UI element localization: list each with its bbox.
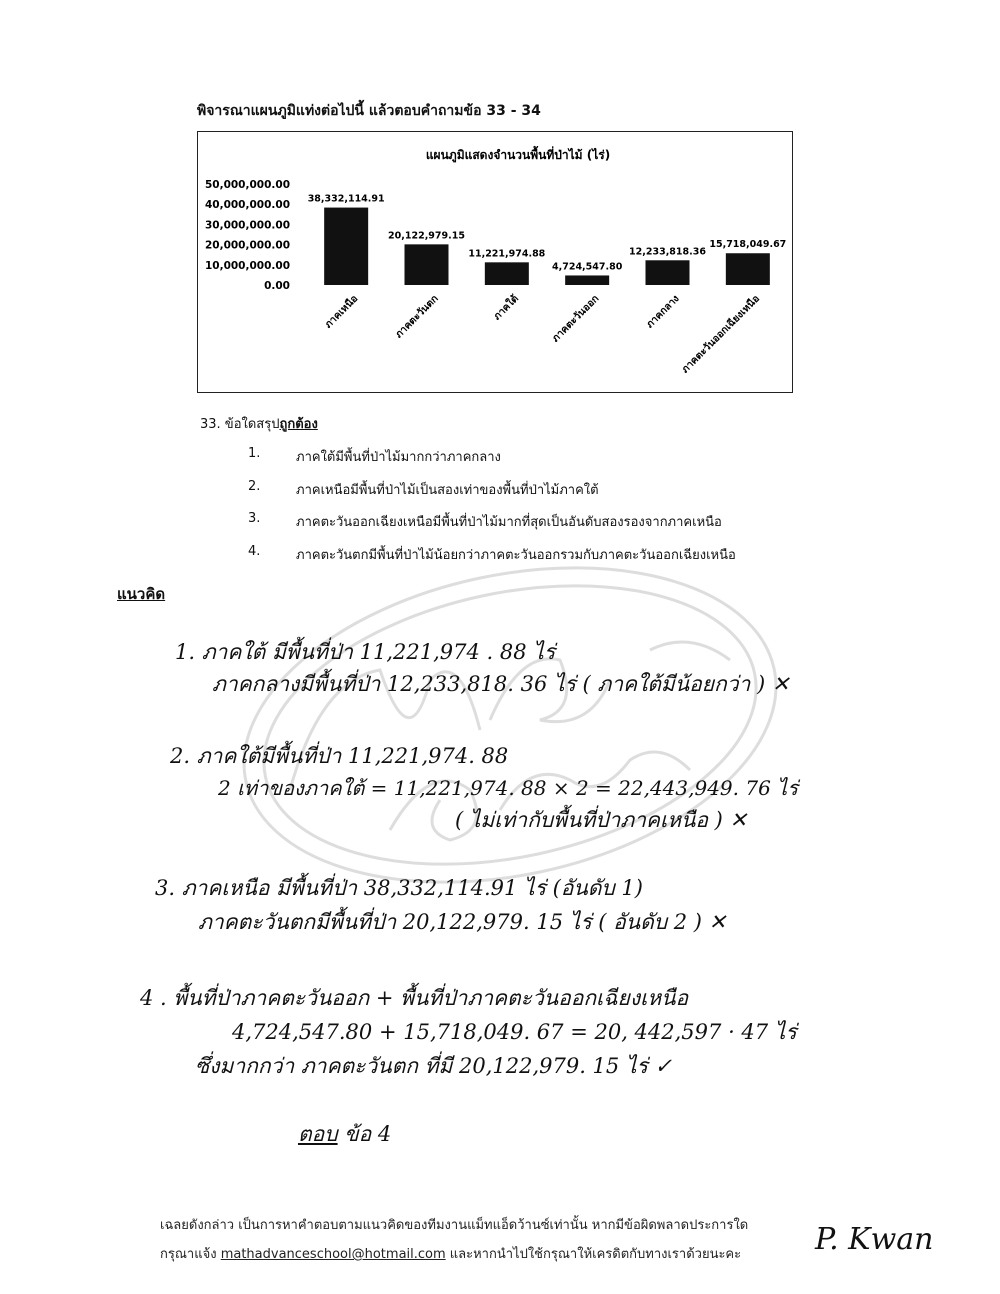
y-tick-label: 40,000,000.00 [204,199,290,212]
solution-2-line-3: ( ไม่เท่ากับพื้นที่ป่าภาคเหนือ ) ✕ [455,808,748,832]
x-category-label: ภาคเหนือ [322,293,361,331]
question-prefix: 33. ข้อใดสรุป [200,417,280,432]
footer-line2-prefix: กรุณาแจ้ง [160,1247,221,1262]
bar-value-label: 4,724,547.80 [552,261,623,273]
bar-3 [485,262,529,285]
y-tick-label: 10,000,000.00 [204,259,290,272]
footer-line2-suffix: และหากนำไปใช้กรุณาให้เครดิตกับทางเราด้วยนะคะ [445,1247,742,1262]
y-tick-label: 50,000,000.00 [204,179,290,191]
signature: P. Kwan [815,1222,934,1257]
bar-5 [646,260,690,285]
y-tick-label: 20,000,000.00 [204,239,290,252]
final-answer [298,1118,391,1151]
y-axis-ticks [205,179,290,292]
footer-disclaimer-line-1: เฉลยดังกล่าว เป็นการหาคำตอบตามแนวคิดของทีมงานแม็ทแอ็ดว้านซ์เท่านั้น หากมีข้อผิดพลาดประการใด [160,1218,749,1233]
chart-title: แผนภูมิแสดงจำนวนพื้นที่ป่าไม้ (ไร่) [425,148,611,162]
solution-3-line-2: ภาคตะวันตกมีพื้นที่ป่า 20,122,979. 15 ไร่ ( อันดับ 2 ) ✕ [198,910,727,934]
bar-value-label: 38,332,114.91 [307,193,385,205]
footer-disclaimer-line-2 [160,1243,741,1264]
x-category-label: ภาคตะวันออกเฉียงเหนือ [679,293,762,376]
concept-heading: แนวคิด [117,585,166,603]
bar-value-label: 15,718,049.67 [709,239,787,251]
bar-6 [726,253,770,285]
forest-area-bar-chart [198,132,794,394]
x-category-label: ภาคใต้ [491,293,521,323]
option-2-text: ภาคเหนือมีพื้นที่ป่าไม้เป็นสองเท่าของพื้นที่ป่าไม้ภาคใต้ [296,483,599,498]
answer-label: ตอบ [298,1122,338,1146]
option-1-text: ภาคใต้มีพื้นที่ป่าไม้มากกว่าภาคกลาง [296,450,501,465]
x-category-label: ภาคตะวันออก [550,293,602,345]
solution-1-line-2: ภาคกลางมีพื้นที่ป่า 12,233,818. 36 ไร่ ( ภาคใต้มีน้อยกว่า ) ✕ [212,672,790,696]
solution-2-line-2: 2 เท่าของภาคใต้ = 11,221,974. 88 × 2 = 22,443,949. 76 ไร่ [218,776,798,800]
y-tick-label: 0.00 [264,280,290,292]
bar-value-label: 12,233,818.36 [629,246,706,258]
answer-choice: ข้อ 4 [337,1122,392,1146]
solution-4-line-1: 4 . พื้นที่ป่าภาคตะวันออก + พื้นที่ป่าภาคตะวันออกเฉียงเหนือ [140,986,689,1010]
bar-1 [324,208,368,285]
option-4-text: ภาคตะวันตกมีพื้นที่ป่าไม้น้อยกว่าภาคตะวันออกรวมกับภาคตะวันออกเฉียงเหนือ [296,548,736,563]
bar-value-label: 20,122,979.15 [388,230,465,242]
x-category-labels-group [322,292,762,376]
y-tick-label: 30,000,000.00 [204,219,290,232]
solution-1-line-1: 1. ภาคใต้ มีพื้นที่ป่า 11,221,974 . 88 ไร่ [175,640,556,664]
intro-instruction: พิจารณาแผนภูมิแท่งต่อไปนี้ แล้วตอบคำถามข้อ 33 - 34 [197,103,541,119]
bar-2 [405,244,449,285]
x-category-label: ภาคกลาง [644,293,682,331]
contact-email-link[interactable]: mathadvanceschool@hotmail.com [220,1247,446,1262]
option-2-number: 2. [248,479,261,494]
solution-4-line-3: ซึ่งมากกว่า ภาคตะวันตก ที่มี 20,122,979. 15 ไร่ ✓ [195,1054,673,1078]
bar-4 [565,275,609,285]
question-emphasis: ถูกต้อง [279,417,318,432]
math-advance-watermark-logo [230,560,790,890]
option-4-number: 4. [248,544,261,559]
option-3-text: ภาคตะวันออกเฉียงเหนือมีพื้นที่ป่าไม้มากที่สุดเป็นอันดับสองรองจากภาคเหนือ [296,515,722,530]
x-category-label: ภาคตะวันตก [393,293,441,341]
option-3-number: 3. [248,511,261,526]
solution-4-line-2: 4,724,547.80 + 15,718,049. 67 = 20, 442,597 · 47 ไร่ [232,1020,797,1044]
option-1-number: 1. [248,446,261,461]
bar-value-label: 11,221,974.88 [468,248,546,260]
value-labels-group [308,194,787,273]
bar-chart-frame [197,131,793,393]
solution-3-line-1: 3. ภาคเหนือ มีพื้นที่ป่า 38,332,114.91 ไร่ (อันดับ 1) [155,876,643,900]
question-33-title [200,413,318,434]
solution-2-line-1: 2. ภาคใต้มีพื้นที่ป่า 11,221,974. 88 [170,744,509,768]
